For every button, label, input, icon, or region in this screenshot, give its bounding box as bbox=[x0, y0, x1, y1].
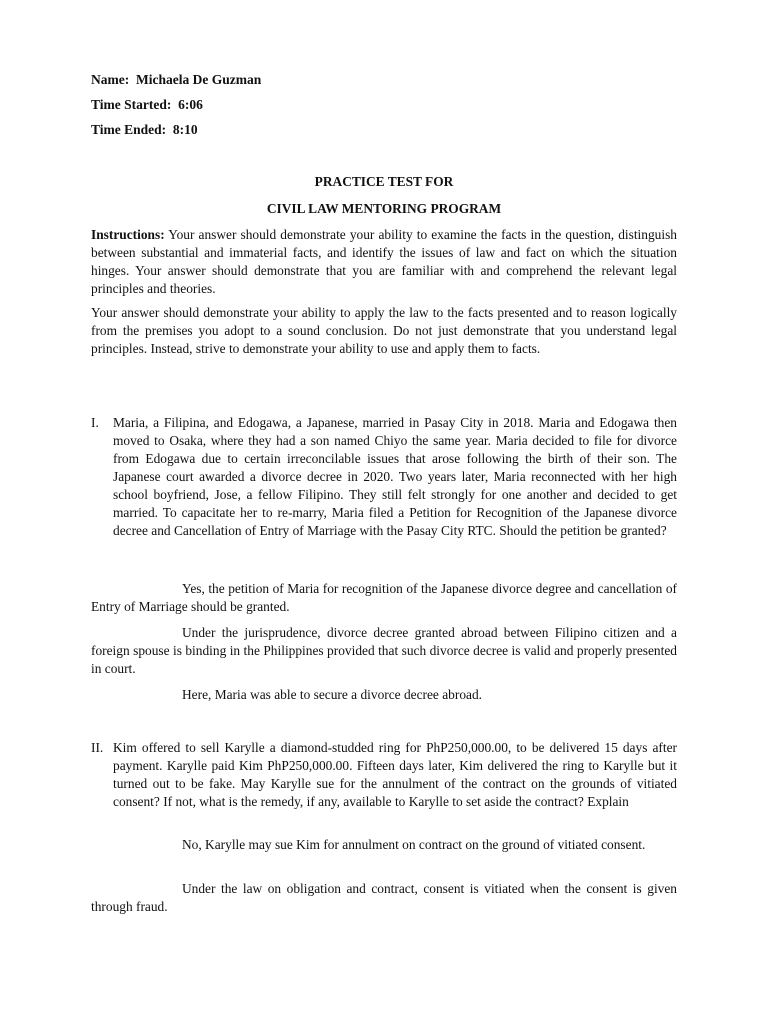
document-title bbox=[0, 173, 768, 227]
time-started-value: 6:06 bbox=[178, 97, 203, 112]
instructions-paragraph bbox=[91, 226, 677, 298]
instructions-label: Instructions: bbox=[91, 227, 165, 242]
time-ended-value: 8:10 bbox=[172, 122, 198, 137]
instructions-paragraph-2: Your answer should demonstrate your ability to apply the law to the facts presented and to reason logically from the premises you adopt to a sound conclusion. Do not just demonstrate that you understand legal principles. Instead, strive to demonstrate your ability to use and apply them to facts. bbox=[91, 305, 677, 356]
name-label: Name: bbox=[91, 72, 130, 87]
question-number: I. bbox=[91, 415, 99, 430]
question-2 bbox=[91, 739, 677, 811]
question-text: Kim offered to sell Karylle a diamond-studded ring for PhP250,000.00, to be delivered 15 days after payment. Karylle paid Kim PhP250,000.00. Fifteen days later, Kim delivered the ring to Karylle but it turned out to be fake. May Karylle sue for the annulment of the contract on the grounds of vitiated consent? If not, what is the remedy, if any, available to Karylle to set aside the contract? Explain bbox=[113, 740, 677, 809]
answer-paragraph: Here, Maria was able to secure a divorce decree abroad. bbox=[182, 687, 483, 702]
time-ended-label: Time Ended: bbox=[91, 122, 167, 137]
answer-paragraph: Yes, the petition of Maria for recognition of the Japanese divorce degree and cancellation of Entry of Marriage should be granted. bbox=[91, 581, 677, 614]
name-value: Michaela De Guzman bbox=[135, 72, 262, 87]
question-text: Maria, a Filipina, and Edogawa, a Japanese, married in Pasay City in 2018. Maria and Edogawa then moved to Osaka, where they had a son named Chiyo the same year. Maria decided to file for divorce from Edogawa due to certain irreconcilable issues that arose following the birth of their son. The Japanese court awarded a divorce decree in 2020. Two years later, Maria reconnected with her high school boyfriend, Jose, a fellow Filipino. They still felt strongly for one another and decided to get married. To capacitate her to re-marry, Maria filed a Petition for Recognition of the Japanese divorce decree and Cancellation of Entry of Marriage with the Pasay City RTC. Should the petition be granted? bbox=[113, 415, 677, 538]
title-line-1: PRACTICE TEST FOR bbox=[314, 174, 454, 189]
time-ended-row bbox=[91, 121, 261, 146]
name-row bbox=[91, 71, 261, 96]
answer-paragraph: No, Karylle may sue Kim for annulment on contract on the ground of vitiated consent. bbox=[182, 837, 646, 852]
answer-paragraph: Under the law on obligation and contract, consent is vitiated when the consent is given through fraud. bbox=[91, 881, 677, 914]
time-started-label: Time Started: bbox=[91, 97, 172, 112]
question-number: II. bbox=[91, 740, 104, 755]
time-started-row bbox=[91, 96, 261, 121]
student-info bbox=[91, 71, 261, 146]
answer-paragraph: Under the jurisprudence, divorce decree granted abroad between Filipino citizen and a foreign spouse is binding in the Philippines provided that such divorce decree is valid and properly presented in court. bbox=[91, 625, 677, 676]
question-1 bbox=[91, 414, 677, 540]
title-line-2: CIVIL LAW MENTORING PROGRAM bbox=[266, 201, 502, 216]
instructions-text: Your answer should demonstrate your ability to examine the facts in the question, distinguish between substantial and immaterial facts, and identify the issues of law and fact on which the situation hinges. Your answer should demonstrate that you are familiar with and comprehend the relevant legal principles and theories. bbox=[91, 227, 677, 296]
